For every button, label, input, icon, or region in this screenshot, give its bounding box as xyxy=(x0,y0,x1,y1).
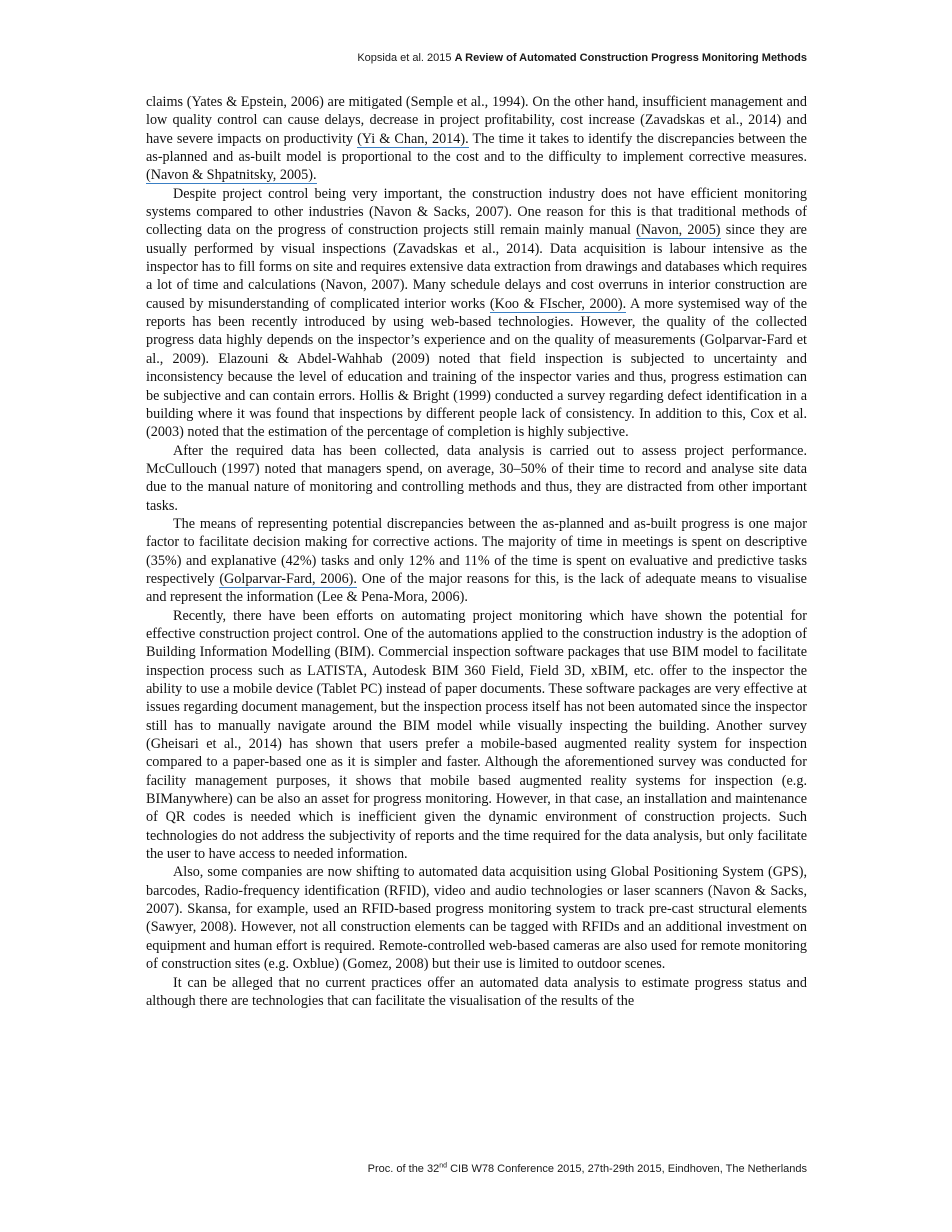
paragraph-6: Also, some companies are now shifting to automated data acquisition using Global Positioning System (GPS), barcodes, Radio-frequency identification (RFID), video and audio technologies or laser scanners (Navon & Sacks, 2007). Skansa, for example, used an RFID-based progress monitoring system to track pre-cast structural elements (Sawyer, 2008). However, not all construction elements can be tagged with RFIDs and an additional investment on equipment and human effort is required. Remote-controlled web-based cameras are also used for remote monitoring of construction sites (e.g. Oxblue) (Gomez, 2008) but their use is limited to outdoor scenes. xyxy=(146,864,807,973)
body-text xyxy=(146,93,807,1010)
text-run: One of the major reasons for this, is the lack of adequate means to visualise and represent the information (Lee & Pena-Mora, 2006). xyxy=(146,570,807,606)
footer-prefix: Proc. of the 32 xyxy=(367,1163,440,1175)
citation-link[interactable]: (Navon, 2005) xyxy=(636,222,721,239)
paragraph-4 xyxy=(146,515,807,607)
paragraph-5: Recently, there have been efforts on automating project monitoring which have shown the potential for effective construction project control. One of the automations applied to the construction industry is the adoption of Building Information Modelling (BIM). Commercial inspection software packages that use BIM model to facilitate inspection process such as LATISTA, Autodesk BIM 360 Field, Field 3D, xBIM, etc. offer to the inspector the ability to use a mobile device (Tablet PC) instead of paper documents. These software packages are very effective at issues regarding document management, but the inspection process itself has not been automated since the inspector still has to manually navigate around the BIM model while visually inspecting the building. Another survey (Gheisari et al., 2014) has shown that users prefer a mobile-based augmented reality system for inspection compared to a paper-based one as it is simpler and faster. Although the aforementioned survey was conducted for facility management purposes, it shows that mobile based augmented reality systems for inspection (e.g. BIManywhere) can be also an asset for progress monitoring. However, in that case, an installation and maintenance of QR codes is needed which is inefficient given the dynamic environment of construction projects. Such technologies do not address the subjectivity of reports and the time required for the data analysis, but only facilitate the user to have access to needed information. xyxy=(146,607,807,863)
text-run: claims (Yates & Epstein, 2006) are mitigated (Semple et al., 1994). On the other hand, insufficient management and low quality control can cause delays, decrease in project profitability, cost increase (Zavadskas et al., 2014) and have severe impacts on productivity xyxy=(146,94,807,147)
citation-link[interactable]: (Golparvar-Fard, 2006). xyxy=(219,570,357,587)
text-run: Despite project control being very important, the construction industry does not have efficient monitoring systems compared to other industries (Navon & Sacks, 2007). One reason for this is that traditional methods of collecting data on the progress of construction projects still remain mainly manual xyxy=(146,185,807,239)
running-footer xyxy=(0,1163,807,1175)
header-title: A Review of Automated Construction Progress Monitoring Methods xyxy=(454,52,807,64)
paragraph-3: After the required data has been collected, data analysis is carried out to assess project performance. McCullouch (1997) noted that managers spend, on average, 30–50% of their time to record and analyse site data due to the manual nature of monitoring and controlling methods and thus, they are distracted from other important tasks. xyxy=(146,442,807,514)
footer-superscript: nd xyxy=(439,1162,448,1170)
citation-link[interactable]: (Yi & Chan, 2014). xyxy=(357,130,469,147)
footer-suffix: CIB W78 Conference 2015, 27th-29th 2015, Eindhoven, The Netherlands xyxy=(447,1163,807,1175)
text-run: The means of representing potential discrepancies between the as-planned and as-built progress is one major factor to facilitate decision making for corrective actions. The majority of time in meetings is spent on descriptive (35%) and explanative (42%) tasks and only 12% and 11% of the time is spent on evaluative and predictive tasks respectively xyxy=(146,515,807,587)
text-run: The time it takes to identify the discrepancies between the as-planned and as-built model is proportional to the cost and to the difficulty to implement corrective measures. xyxy=(146,130,807,166)
running-header xyxy=(0,52,807,64)
text-run: A more systemised way of the reports has been recently introduced by using web-based technologies. However, the quality of the collected progress data highly depends on the inspector’s experience and on the quality of measurements (Golparvar-Fard et al., 2009). Elazouni & Abdel-Wahhab (2009) noted that field inspection is subjected to uncertainty and inconsistency because the level of education and training of the inspector varies and thus, progress estimation can be subjective and can contain errors. Hollis & Bright (1999) conducted a survey regarding defect identification in a building where it was found that inspections by different people lack of consistency. In addition to this, Cox et al. (2003) noted that the estimation of the percentage of completion is highly subjective. xyxy=(146,295,807,441)
citation-link[interactable]: (Koo & FIscher, 2000). xyxy=(489,295,627,312)
header-authors: Kopsida et al. 2015 xyxy=(357,52,452,64)
paragraph-2 xyxy=(146,185,807,442)
citation-link[interactable]: (Navon & Shpatnitsky, 2005). xyxy=(146,167,317,184)
paragraph-1 xyxy=(146,93,807,185)
paragraph-7: It can be alleged that no current practices offer an automated data analysis to estimate progress status and although there are technologies that can facilitate the visualisation of the results of the xyxy=(146,974,807,1009)
text-run: since they are usually performed by visual inspections (Zavadskas et al., 2014). Data acquisition is labour intensive as the inspector has to fill forms on site and requires extensive data extraction from drawings and databases which requires a lot of time and calculations (Navon, 2007). Many schedule delays and cost overruns in interior construction are caused by misunderstanding of complicated interior works xyxy=(146,222,807,312)
